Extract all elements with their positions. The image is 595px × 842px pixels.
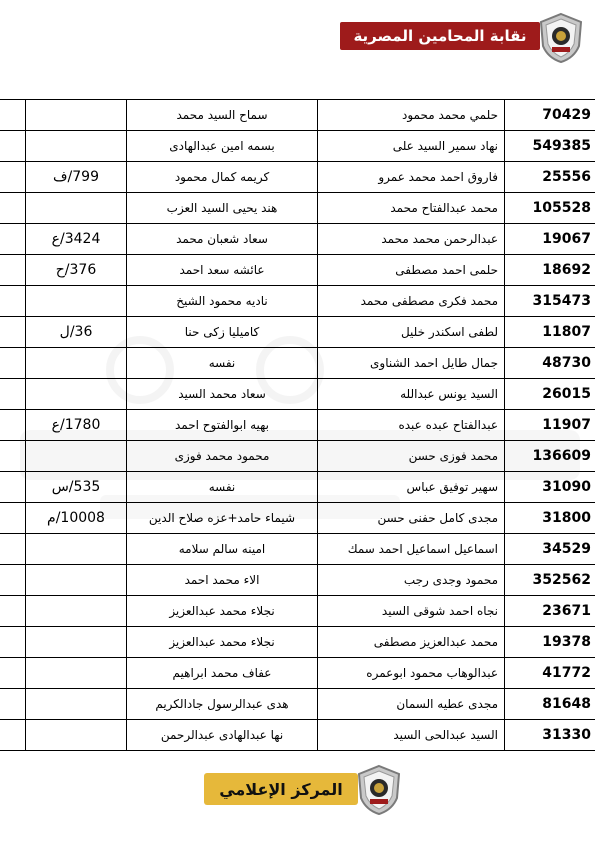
beneficiary-name-cell: نجلاء محمد عبدالعزيز: [127, 627, 318, 658]
header-banner: [340, 22, 540, 50]
member-name-cell: حلمي محمد محمود: [318, 100, 505, 131]
reference-cell: [26, 627, 127, 658]
table-row: [0, 472, 595, 503]
records-table: [0, 99, 595, 751]
member-id-cell: 34529: [505, 534, 595, 565]
edge-cell: [0, 596, 26, 627]
reference-cell: 1780/ع: [26, 410, 127, 441]
member-id-cell: 31800: [505, 503, 595, 534]
member-id-cell: 136609: [505, 441, 595, 472]
reference-cell: [26, 348, 127, 379]
beneficiary-name-cell: هند يحيى السيد العزب: [127, 193, 318, 224]
member-name-cell: محمد فوزى حسن: [318, 441, 505, 472]
member-name-cell: فاروق احمد محمد عمرو: [318, 162, 505, 193]
edge-cell: [0, 162, 26, 193]
edge-cell: [0, 534, 26, 565]
reference-cell: 535/س: [26, 472, 127, 503]
member-id-cell: 48730: [505, 348, 595, 379]
member-id-cell: 352562: [505, 565, 595, 596]
member-name-cell: نهاد سمير السيد على: [318, 131, 505, 162]
table-row: [0, 627, 595, 658]
table-row: [0, 379, 595, 410]
reference-cell: [26, 689, 127, 720]
member-id-cell: 26015: [505, 379, 595, 410]
member-id-cell: 19378: [505, 627, 595, 658]
edge-cell: [0, 379, 26, 410]
member-id-cell: 18692: [505, 255, 595, 286]
table-row: [0, 720, 595, 751]
edge-cell: [0, 503, 26, 534]
reference-cell: 10008/م: [26, 503, 127, 534]
reference-cell: 3424/ع: [26, 224, 127, 255]
member-id-cell: 19067: [505, 224, 595, 255]
edge-cell: [0, 441, 26, 472]
table-row: [0, 689, 595, 720]
beneficiary-name-cell: سعاد شعبان محمد: [127, 224, 318, 255]
table-row: [0, 565, 595, 596]
member-id-cell: 11907: [505, 410, 595, 441]
member-name-cell: عبدالفتاح عبده عبده: [318, 410, 505, 441]
beneficiary-name-cell: ناديه محمود الشيخ: [127, 286, 318, 317]
edge-cell: [0, 255, 26, 286]
member-id-cell: 31330: [505, 720, 595, 751]
reference-cell: [26, 565, 127, 596]
beneficiary-name-cell: نفسه: [127, 472, 318, 503]
reference-cell: 799/ف: [26, 162, 127, 193]
member-name-cell: حلمى احمد مصطفى: [318, 255, 505, 286]
member-name-cell: محمد فكرى مصطفى محمد: [318, 286, 505, 317]
beneficiary-name-cell: بهيه ابوالفتوح احمد: [127, 410, 318, 441]
beneficiary-name-cell: هدى عبدالرسول جادالكريم: [127, 689, 318, 720]
beneficiary-name-cell: عائشه سعد احمد: [127, 255, 318, 286]
member-name-cell: اسماعيل اسماعيل احمد سمك: [318, 534, 505, 565]
reference-cell: [26, 379, 127, 410]
member-id-cell: 25556: [505, 162, 595, 193]
footer-banner: [204, 773, 358, 805]
edge-cell: [0, 720, 26, 751]
member-name-cell: مجدى كامل حفنى حسن: [318, 503, 505, 534]
reference-cell: [26, 534, 127, 565]
member-name-cell: مجدى عطيه السمان: [318, 689, 505, 720]
reference-cell: [26, 286, 127, 317]
member-name-cell: عبدالرحمن محمد محمد: [318, 224, 505, 255]
member-name-cell: نجاه احمد شوقى السيد: [318, 596, 505, 627]
table-row: [0, 596, 595, 627]
beneficiary-name-cell: نجلاء محمد عبدالعزيز: [127, 596, 318, 627]
reference-cell: [26, 596, 127, 627]
reference-cell: [26, 193, 127, 224]
member-id-cell: 23671: [505, 596, 595, 627]
table-row: [0, 441, 595, 472]
edge-cell: [0, 472, 26, 503]
edge-cell: [0, 689, 26, 720]
beneficiary-name-cell: عفاف محمد ابراهيم: [127, 658, 318, 689]
reference-cell: 376/ح: [26, 255, 127, 286]
edge-cell: [0, 224, 26, 255]
member-name-cell: السيد عبدالحى السيد: [318, 720, 505, 751]
table-row: [0, 162, 595, 193]
beneficiary-name-cell: نفسه: [127, 348, 318, 379]
table-row: [0, 317, 595, 348]
table-row: [0, 503, 595, 534]
beneficiary-name-cell: كاميليا زكى حنا: [127, 317, 318, 348]
table-row: [0, 658, 595, 689]
table-row: [0, 410, 595, 441]
table-row: [0, 224, 595, 255]
member-name-cell: محمد عبدالفتاح محمد: [318, 193, 505, 224]
edge-cell: [0, 565, 26, 596]
edge-cell: [0, 131, 26, 162]
member-id-cell: 315473: [505, 286, 595, 317]
bar-association-emblem-icon: [538, 12, 584, 64]
member-name-cell: جمال طايل احمد الشناوى: [318, 348, 505, 379]
edge-cell: [0, 658, 26, 689]
edge-cell: [0, 627, 26, 658]
beneficiary-name-cell: سماح السيد محمد: [127, 100, 318, 131]
beneficiary-name-cell: محمود محمد فوزى: [127, 441, 318, 472]
member-id-cell: 70429: [505, 100, 595, 131]
beneficiary-name-cell: شيماء حامد+عزه صلاح الدين: [127, 503, 318, 534]
table-row: [0, 286, 595, 317]
reference-cell: [26, 720, 127, 751]
table-row: [0, 193, 595, 224]
reference-cell: 36/ل: [26, 317, 127, 348]
beneficiary-name-cell: نها عبدالهادى عبدالرحمن: [127, 720, 318, 751]
footer-title: المركز الإعلامي: [219, 779, 343, 799]
records-table-body: [0, 100, 595, 751]
edge-cell: [0, 286, 26, 317]
member-name-cell: سهير توفيق عباس: [318, 472, 505, 503]
member-id-cell: 41772: [505, 658, 595, 689]
reference-cell: [26, 658, 127, 689]
member-id-cell: 81648: [505, 689, 595, 720]
beneficiary-name-cell: الاء محمد احمد: [127, 565, 318, 596]
header-title: نقابة المحامين المصرية: [353, 27, 527, 45]
member-id-cell: 549385: [505, 131, 595, 162]
table-row: [0, 131, 595, 162]
reference-cell: [26, 100, 127, 131]
table-row: [0, 255, 595, 286]
beneficiary-name-cell: بسمه امين عبدالهادى: [127, 131, 318, 162]
reference-cell: [26, 441, 127, 472]
member-name-cell: محمد عبدالعزيز مصطفى: [318, 627, 505, 658]
member-name-cell: محمود وجدى رجب: [318, 565, 505, 596]
edge-cell: [0, 100, 26, 131]
member-name-cell: لطفى اسكندر خليل: [318, 317, 505, 348]
edge-cell: [0, 410, 26, 441]
beneficiary-name-cell: كريمه كمال محمود: [127, 162, 318, 193]
edge-cell: [0, 317, 26, 348]
edge-cell: [0, 193, 26, 224]
member-id-cell: 31090: [505, 472, 595, 503]
member-name-cell: عبدالوهاب محمود ابوعمره: [318, 658, 505, 689]
bar-association-emblem-icon: [356, 764, 402, 816]
member-id-cell: 11807: [505, 317, 595, 348]
beneficiary-name-cell: سعاد محمد السيد: [127, 379, 318, 410]
table-row: [0, 534, 595, 565]
reference-cell: [26, 131, 127, 162]
table-row: [0, 348, 595, 379]
member-id-cell: 105528: [505, 193, 595, 224]
beneficiary-name-cell: امينه سالم سلامه: [127, 534, 318, 565]
edge-cell: [0, 348, 26, 379]
member-name-cell: السيد يونس عبدالله: [318, 379, 505, 410]
table-row: [0, 100, 595, 131]
